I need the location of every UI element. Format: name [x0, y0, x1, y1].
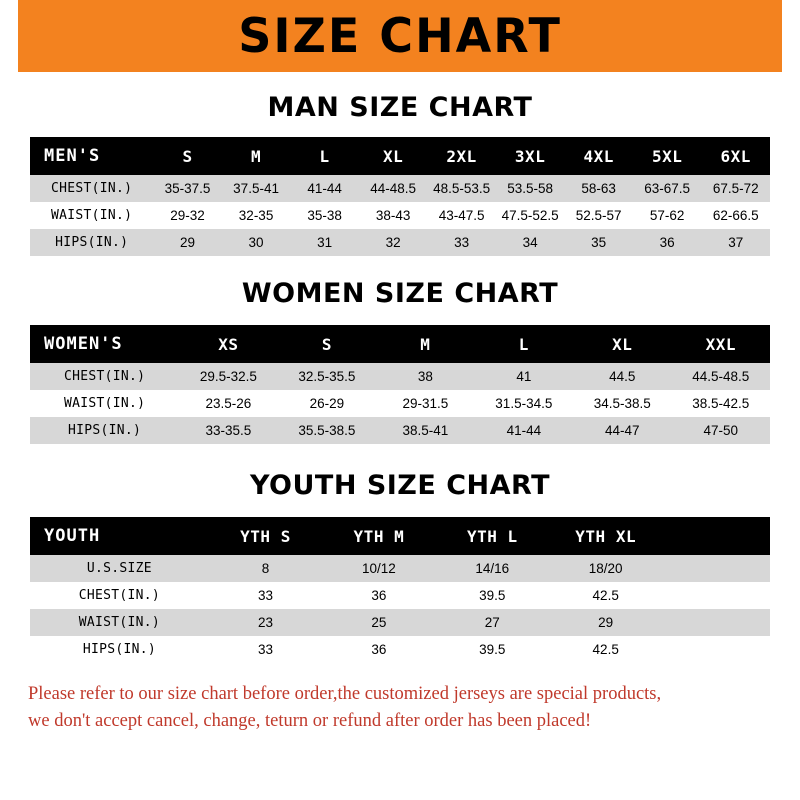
youth-ussize-l: 14/16 — [436, 555, 549, 582]
man-header-xl: XL — [359, 137, 428, 175]
youth-table-head — [30, 517, 770, 555]
women-chest-m: 38 — [376, 363, 474, 390]
man-chest-s: 35-37.5 — [153, 175, 222, 202]
man-header-m: M — [222, 137, 291, 175]
table-header-row — [30, 325, 770, 363]
footer-note — [0, 681, 800, 735]
youth-chest-spacer — [662, 582, 770, 609]
man-chest-6xl: 67.5-72 — [701, 175, 770, 202]
women-header-xl: XL — [573, 325, 671, 363]
table-row — [30, 417, 770, 444]
youth-waist-xl: 29 — [549, 609, 662, 636]
women-chart-wrapper — [0, 325, 800, 444]
man-waist-6xl: 62-66.5 — [701, 202, 770, 229]
page-title: SIZE CHART — [238, 8, 562, 64]
man-chest-l: 41-44 — [290, 175, 359, 202]
youth-header-l: YTH L — [436, 517, 549, 555]
table-row — [30, 363, 770, 390]
man-header-2xl: 2XL — [427, 137, 496, 175]
man-header-s: S — [153, 137, 222, 175]
women-chest-s: 32.5-35.5 — [278, 363, 376, 390]
table-row — [30, 390, 770, 417]
table-header-row — [30, 517, 770, 555]
youth-ussize-xl: 18/20 — [549, 555, 662, 582]
man-hips-6xl: 37 — [701, 229, 770, 256]
section-title-man: MAN SIZE CHART — [267, 92, 533, 123]
women-header-label: WOMEN'S — [30, 325, 179, 363]
youth-chest-xl: 42.5 — [549, 582, 662, 609]
table-row — [30, 555, 770, 582]
women-table-head — [30, 325, 770, 363]
youth-waist-s: 23 — [209, 609, 322, 636]
women-header-s: S — [278, 325, 376, 363]
man-table-head — [30, 137, 770, 175]
man-chart-wrapper — [0, 137, 800, 256]
youth-chest-l: 39.5 — [436, 582, 549, 609]
youth-ussize-m: 10/12 — [322, 555, 435, 582]
women-waist-s: 26-29 — [278, 390, 376, 417]
women-table-body — [30, 363, 770, 444]
women-row-hips-label: HIPS(IN.) — [30, 417, 179, 444]
man-header-4xl: 4XL — [564, 137, 633, 175]
youth-header-m: YTH M — [322, 517, 435, 555]
footer-note-line-1: Please refer to our size chart before order,the customized jerseys are special products, — [28, 684, 662, 704]
man-header-3xl: 3XL — [496, 137, 565, 175]
women-size-table — [30, 325, 770, 444]
man-chest-3xl: 53.5-58 — [496, 175, 565, 202]
man-waist-l: 35-38 — [290, 202, 359, 229]
man-waist-xl: 38-43 — [359, 202, 428, 229]
youth-hips-s: 33 — [209, 636, 322, 663]
youth-row-ussize-label: U.S.SIZE — [30, 555, 209, 582]
table-row — [30, 229, 770, 256]
youth-row-waist-label: WAIST(IN.) — [30, 609, 209, 636]
man-hips-m: 30 — [222, 229, 291, 256]
man-waist-m: 32-35 — [222, 202, 291, 229]
man-chest-xl: 44-48.5 — [359, 175, 428, 202]
youth-header-label: YOUTH — [30, 517, 209, 555]
women-hips-xs: 33-35.5 — [179, 417, 277, 444]
man-chest-5xl: 63-67.5 — [633, 175, 702, 202]
man-waist-3xl: 47.5-52.5 — [496, 202, 565, 229]
table-row — [30, 609, 770, 636]
women-waist-m: 29-31.5 — [376, 390, 474, 417]
youth-chest-s: 33 — [209, 582, 322, 609]
banner-right-edge — [782, 0, 800, 72]
women-waist-l: 31.5-34.5 — [475, 390, 573, 417]
section-title-women: WOMEN SIZE CHART — [241, 278, 559, 309]
man-header-6xl: 6XL — [701, 137, 770, 175]
youth-table-body — [30, 555, 770, 663]
women-header-l: L — [475, 325, 573, 363]
women-hips-xl: 44-47 — [573, 417, 671, 444]
women-hips-s: 35.5-38.5 — [278, 417, 376, 444]
women-hips-xxl: 47-50 — [672, 417, 770, 444]
youth-header-s: YTH S — [209, 517, 322, 555]
youth-header-xl: YTH XL — [549, 517, 662, 555]
man-row-hips-label: HIPS(IN.) — [30, 229, 153, 256]
youth-chest-m: 36 — [322, 582, 435, 609]
table-row — [30, 175, 770, 202]
youth-row-chest-label: CHEST(IN.) — [30, 582, 209, 609]
youth-hips-spacer — [662, 636, 770, 663]
youth-chart-wrapper — [0, 517, 800, 663]
man-hips-2xl: 33 — [427, 229, 496, 256]
women-waist-xl: 34.5-38.5 — [573, 390, 671, 417]
women-header-xs: XS — [179, 325, 277, 363]
women-hips-m: 38.5-41 — [376, 417, 474, 444]
women-waist-xs: 23.5-26 — [179, 390, 277, 417]
youth-hips-l: 39.5 — [436, 636, 549, 663]
man-size-table — [30, 137, 770, 256]
man-hips-5xl: 36 — [633, 229, 702, 256]
women-chest-xs: 29.5-32.5 — [179, 363, 277, 390]
man-hips-s: 29 — [153, 229, 222, 256]
youth-size-table — [30, 517, 770, 663]
man-header-label: MEN'S — [30, 137, 153, 175]
youth-waist-m: 25 — [322, 609, 435, 636]
man-waist-2xl: 43-47.5 — [427, 202, 496, 229]
youth-ussize-spacer — [662, 555, 770, 582]
man-chest-2xl: 48.5-53.5 — [427, 175, 496, 202]
youth-ussize-s: 8 — [209, 555, 322, 582]
man-table-body — [30, 175, 770, 256]
man-hips-xl: 32 — [359, 229, 428, 256]
youth-hips-xl: 42.5 — [549, 636, 662, 663]
women-chest-xl: 44.5 — [573, 363, 671, 390]
women-waist-xxl: 38.5-42.5 — [672, 390, 770, 417]
table-row — [30, 636, 770, 663]
table-row — [30, 582, 770, 609]
page-banner — [0, 0, 800, 72]
man-chest-m: 37.5-41 — [222, 175, 291, 202]
women-chest-xxl: 44.5-48.5 — [672, 363, 770, 390]
youth-waist-spacer — [662, 609, 770, 636]
youth-header-spacer — [662, 517, 770, 555]
footer-note-line-2: we don't accept cancel, change, teturn or refund after order has been placed! — [28, 710, 592, 731]
man-row-waist-label: WAIST(IN.) — [30, 202, 153, 229]
youth-hips-m: 36 — [322, 636, 435, 663]
man-header-l: L — [290, 137, 359, 175]
man-row-chest-label: CHEST(IN.) — [30, 175, 153, 202]
man-hips-4xl: 35 — [564, 229, 633, 256]
youth-waist-l: 27 — [436, 609, 549, 636]
women-row-chest-label: CHEST(IN.) — [30, 363, 179, 390]
man-waist-4xl: 52.5-57 — [564, 202, 633, 229]
section-title-youth: YOUTH SIZE CHART — [249, 470, 551, 501]
youth-row-hips-label: HIPS(IN.) — [30, 636, 209, 663]
women-row-waist-label: WAIST(IN.) — [30, 390, 179, 417]
women-header-xxl: XXL — [672, 325, 770, 363]
banner-left-edge — [0, 0, 18, 72]
man-header-5xl: 5XL — [633, 137, 702, 175]
man-hips-3xl: 34 — [496, 229, 565, 256]
man-hips-l: 31 — [290, 229, 359, 256]
table-header-row — [30, 137, 770, 175]
table-row — [30, 202, 770, 229]
women-header-m: M — [376, 325, 474, 363]
man-waist-s: 29-32 — [153, 202, 222, 229]
man-waist-5xl: 57-62 — [633, 202, 702, 229]
women-chest-l: 41 — [475, 363, 573, 390]
man-chest-4xl: 58-63 — [564, 175, 633, 202]
women-hips-l: 41-44 — [475, 417, 573, 444]
